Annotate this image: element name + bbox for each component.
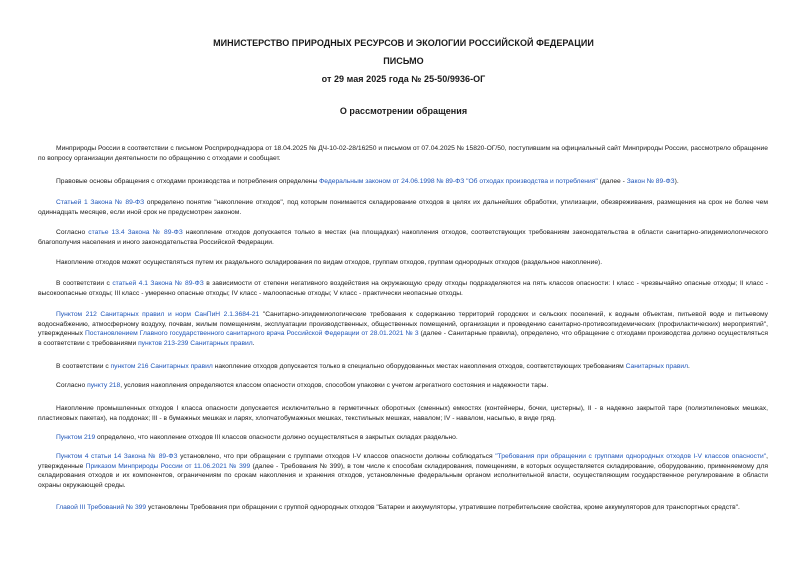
paragraph-text: (далее - Требования № 399), в том числе к способам складирования, помещениям, в которых осуществляется складирование, оборудованию, применяемому для складирования отходов и их компонентов, ограничениям по срокам накопления и хранения отходов, установленные федеральным органом исполнительной власти, осуществляющим государственное регулирование в области охраны окружающей среды.: [38, 462, 768, 489]
document-date-number: от 29 мая 2025 года № 25-50/9936-ОГ: [321, 74, 486, 84]
paragraph-13: [38, 503, 768, 513]
paragraph-text: установлены Требования при обращении с группой однородных отходов "Батареи и аккумуляторы, утратившие потребительские свойства, кроме аккумуляторов для транспортных средств".: [146, 504, 740, 511]
paragraph-12: [38, 452, 768, 490]
document-link[interactable]: "Требования при обращении с группами однородных отходов I-V классов опасности": [495, 453, 767, 460]
paragraph-8: [38, 362, 768, 372]
paragraph-text: Накопление отходов может осуществляться путем их раздельного складирования по видам отходов, группам отходов, группам однородных отходов (раздельное накопление).: [56, 259, 603, 266]
paragraph-text: Согласно: [56, 229, 89, 236]
paragraph-text: определено, что накопление отходов III классов опасности должно осуществляться в закрытых складах раздельно.: [95, 434, 458, 441]
paragraph-11: [38, 433, 768, 443]
ministry-title: МИНИСТЕРСТВО ПРИРОДНЫХ РЕСУРСОВ И ЭКОЛОГИИ РОССИЙСКОЙ ФЕДЕРАЦИИ: [213, 38, 594, 48]
document-link[interactable]: Статьей 1 Закона № 89-ФЗ: [56, 199, 145, 206]
document-link[interactable]: Федеральным законом от 24.06.1998 № 89-ФЗ "Об отходах производства и потребления": [319, 178, 598, 185]
paragraph-text: определено понятие "накопление отходов", под которым понимается складирование отходов в целях их дальнейших обработки, утилизации, обезвреживания, размещения на срок не более чем одиннадцать месяцев, если иной срок не предусмотрен законом.: [38, 199, 768, 216]
paragraph-text: ).: [674, 178, 679, 185]
paragraph-text: в зависимости от степени негативного воздействия на окружающую среду отходы подразделяются на пять классов опасности: I класс - чрезвычайно опасные отходы; II класс - высокоопасные отходы; III класс - умеренно опасные отходы; IV класс - малоопасные отходы; V класс - практически неопасные отходы.: [38, 280, 768, 297]
document-subject: О рассмотрении обращения: [339, 106, 468, 116]
paragraph-3: [38, 198, 768, 217]
document-link[interactable]: пунктом 216 Санитарных правил: [110, 363, 213, 370]
document-link[interactable]: Пунктом 219: [56, 434, 96, 441]
paragraph-text: (далее - Санитарные правила), определено, что обращение с отходами производства должно осуществляться в соответствии с требованиями: [38, 330, 769, 347]
paragraph-text: Накопление промышленных отходов I класса опасности допускается исключительно в герметичных оборотных (сменных) емкостях (контейнеры, бочки, цистерны), II - в надежно закрытой таре (полиэтиленовых мешках, пластиковых пакетах), на поддонах; III - в бумажных мешках и ларях, хлопчатобумажных мешках, текстильных мешках, навалом; IV - навалом, насыпью, в виде гряд.: [38, 405, 768, 422]
document-link[interactable]: Санитарных правил: [625, 363, 689, 370]
document-link[interactable]: статье 13.4 Закона № 89-ФЗ: [88, 229, 183, 236]
document-link[interactable]: пунктов 213-239 Санитарных правил: [138, 339, 253, 347]
paragraph-text: , утвержденные: [38, 453, 768, 470]
paragraph-10: [38, 404, 768, 423]
paragraph-text: Согласно: [56, 382, 88, 389]
paragraph-text: Минприроды России в соответствии с письмом Росприроднадзора от 18.04.2025 № ДЧ-10-02-28/16250 и письмом от 07.04.2025 № 15820-ОГ/50, поступившим на официальный сайт Минприроды России, рассмотрело обращение по вопросу организации деятельности по обращению с отходами и сообщает.: [38, 145, 768, 162]
document-link[interactable]: Главой III Требований № 399: [56, 504, 147, 511]
paragraph-text: накопление отходов допускается только в специально оборудованных местах накопления отходов, соответствующих требованиям: [212, 363, 626, 370]
paragraph-text: В соответствии с: [56, 280, 113, 287]
paragraph-text: "Санитарно-эпидемиологические требования к содержанию территорий городских и сельских поселений, к водным объектам, питьевой воде и питьевому водоснабжению, атмосферному воздуху, почвам, жилым помещениям, эксплуатации производственных, общественных помещений, организации и проведению санитарно-противоэпидемических (профилактических) мероприятий", утвержденных: [38, 311, 768, 338]
paragraph-1: [38, 144, 768, 163]
document-link[interactable]: статьей 4.1 Закона № 89-ФЗ: [112, 280, 204, 287]
paragraph-6: [38, 279, 768, 298]
document-link[interactable]: Пунктом 212 Санитарных правил и норм СанПиН 2.1.3684-21: [56, 311, 260, 318]
paragraph-9: [38, 381, 768, 391]
paragraph-text: .: [688, 363, 690, 370]
paragraph-text: (далее -: [597, 178, 627, 185]
document-type: ПИСЬМО: [383, 56, 424, 66]
paragraph-text: установлено, что при обращении с группами отходов I-V классов опасности должны соблюдаться: [177, 453, 496, 460]
paragraph-text: накопление отходов допускается только в местах (на площадках) накопления отходов, соответствующих требованиям законодательства в области санитарно-эпидемиологического благополучия населения и иного законодательства Российской Федерации.: [38, 229, 769, 246]
paragraph-text: Правовые основы обращения с отходами производства и потребления определены: [56, 178, 320, 185]
paragraph-7: [38, 310, 768, 348]
document-link[interactable]: Приказом Минприроды России от 11.06.2021 № 399: [85, 462, 251, 470]
paragraph-text: В соответствии с: [56, 363, 111, 370]
paragraph-text: , условия накопления определяются классом опасности отходов, способом упаковки с учетом агрегатного состояния и надежности тары.: [120, 382, 549, 389]
document-link[interactable]: Постановлением Главного государственного санитарного врача Российской Федерации от 28.01.2021 № 3: [84, 330, 419, 338]
paragraph-5: [38, 258, 768, 268]
document-link[interactable]: Закон № 89-ФЗ: [626, 178, 675, 185]
document-link[interactable]: Пунктом 4 статьи 14 Закона № 89-ФЗ: [56, 453, 178, 460]
paragraph-4: [38, 228, 768, 247]
paragraph-2: [38, 177, 768, 187]
paragraph-text: .: [252, 339, 255, 347]
document-link[interactable]: пункту 218: [87, 382, 121, 389]
